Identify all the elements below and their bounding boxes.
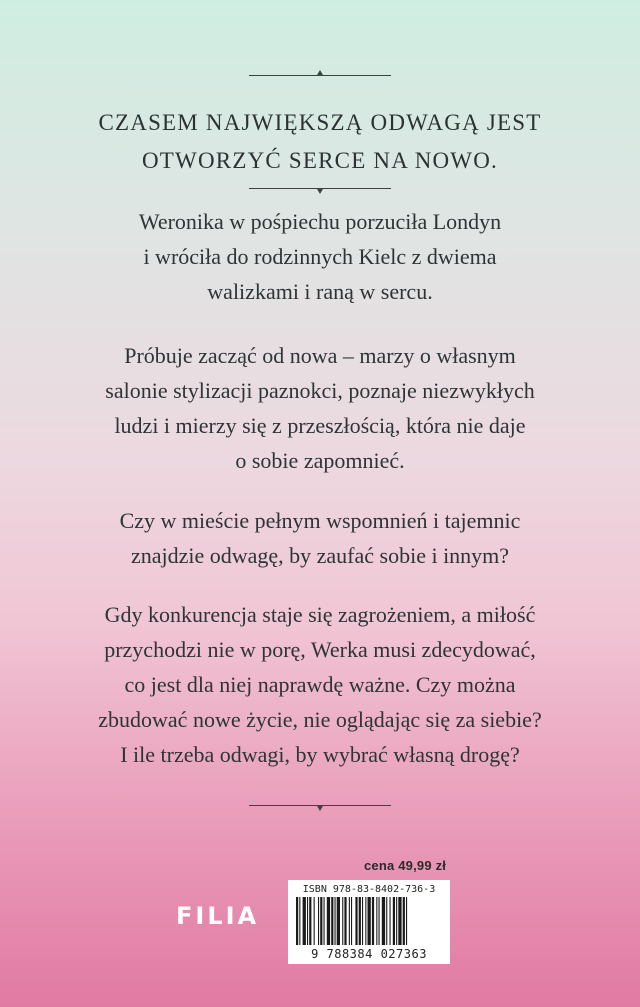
blurb-paragraph-1 [30,204,610,309]
headline-line: OTWORZYĆ SERCE NA NOWO. [142,148,498,173]
blurb-line: o sobie zapomnieć. [235,448,405,473]
blurb-line: Czy w mieście pełnym wspomnień i tajemnic [119,508,521,533]
ornament-drop-icon [317,806,323,812]
headline [40,104,600,180]
blurb-paragraph-3 [30,503,610,573]
isbn-label: ISBN 978-83-8402-736-3 [302,884,436,895]
headline-line: CZASEM NAJWIĘKSZĄ ODWAGĄ JEST [98,110,542,135]
blurb-line: ludzi i mierzy się z przeszłością, która nie daje [114,413,526,438]
ornament-divider-bottom [249,800,391,812]
blurb-line: walizkami i raną w sercu. [207,279,433,304]
blurb-line: Gdy konkurencja staje się zagrożeniem, a miłość [104,602,536,627]
blurb-line: I ile trzeba odwagi, by wybrać własną drogę? [120,742,520,767]
blurb-line: przychodzi nie w porę, Werka musi zdecydować, [104,637,536,662]
blurb-line: zbudować nowe życie, nie oglądając się za siebie? [98,707,542,732]
blurb-line: znajdzie odwagę, by zaufać sobie i innym? [130,543,510,568]
blurb-line: Próbuje zacząć od nowa – marzy o własnym [124,343,516,368]
ornament-divider-middle [249,183,391,195]
blurb-line: salonie stylizacji paznokci, poznaje niezwykłych [105,378,535,403]
ornament-divider-top [249,70,391,82]
blurb-paragraph-2 [30,338,610,478]
barcode [288,880,450,964]
blurb-line: co jest dla niej naprawdę ważne. Czy można [124,672,516,697]
ornament-drop-icon [317,70,323,76]
blurb-line: Weronika w pośpiechu porzuciła Londyn [138,209,502,234]
blurb-line: i wróciła do rodzinnych Kielc z dwiema [143,244,497,269]
barcode-bars-icon [296,897,442,945]
ornament-drop-icon [317,189,323,195]
price-label: cena 49,99 zł [364,858,447,873]
ean-digits: 9 788384 027363 [311,947,427,961]
blurb-paragraph-4 [30,597,610,772]
publisher-logo: FILIA [176,902,260,930]
